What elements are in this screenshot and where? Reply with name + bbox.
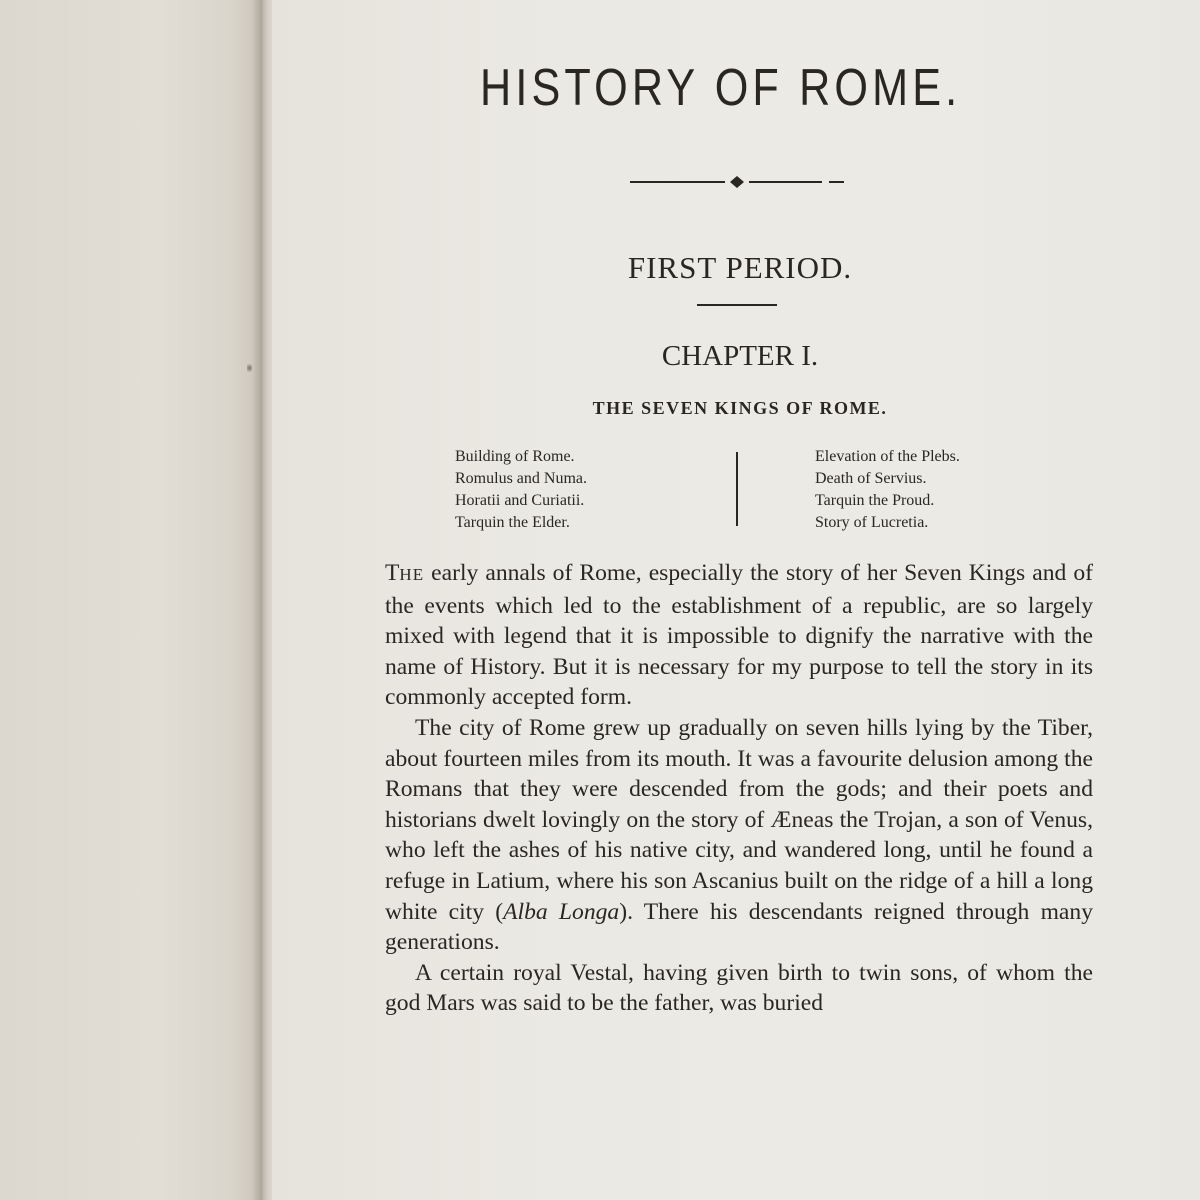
topic-item: Death of Servius. [815,470,927,487]
chapter-subtitle: THE SEVEN KINGS OF ROME. [592,398,888,418]
chapter-body [385,558,1093,1019]
paragraph-text: The city of Rome grew up gradually on seven hills lying by the Tiber, about fourteen miles from its mouth. It was a favourite delusion among the Romans that they were descended from the gods; and their poets and historians dwelt lovingly on the story of Æneas the Trojan, a son of Venus, who left the ashes of his native city, and wandered long, until he found a refuge in Latium, where his son Ascanius built on the ridge of a hill a long white city ( [385,714,1093,925]
topic-item: Tarquin the Elder. [455,514,570,531]
drop-word-rest: HE [399,565,425,584]
chapter-heading: CHAPTER I. [661,340,819,372]
paragraph-text: early annals of Rome, especially the story of her Seven Kings and of the events which led to the establishment of a republic, are so largely mixed with legend that it is impossible to dignify the narrative with the name of History. But it is necessary for my purpose to tell the story in its commonly accepted form. [385,560,1093,711]
topic-item: Romulus and Numa. [455,470,587,487]
drop-word-initial: T [385,560,400,586]
topic-item: Tarquin the Proud. [815,492,935,509]
italic-place-name: Alba Longa [503,898,620,925]
right-page [272,0,1200,1200]
paper-speck [247,362,252,374]
topics-list-left [455,446,745,534]
book-gutter [252,0,274,1200]
paragraph-text: ). There his descendants reigned through many generations. [385,898,1093,956]
paragraph [385,958,1093,1019]
ornament-divider-icon [630,172,845,192]
paragraph [385,713,1093,958]
left-page [0,0,262,1200]
heading-rule [697,304,777,306]
period-heading: FIRST PERIOD. [627,250,853,285]
paragraph [385,558,1093,713]
topic-item: Horatii and Curiatii. [455,492,585,509]
topic-item: Elevation of the Plebs. [815,448,960,465]
topic-item: Building of Rome. [455,448,575,465]
topics-divider [736,452,738,526]
topic-item: Story of Lucretia. [815,514,929,531]
paragraph-text: A certain royal Vestal, having given birth to twin sons, of whom the god Mars was said to be the father, was buried [385,959,1093,1017]
book-title: HISTORY OF ROME. [480,59,962,117]
topics-list-right [815,446,1085,534]
